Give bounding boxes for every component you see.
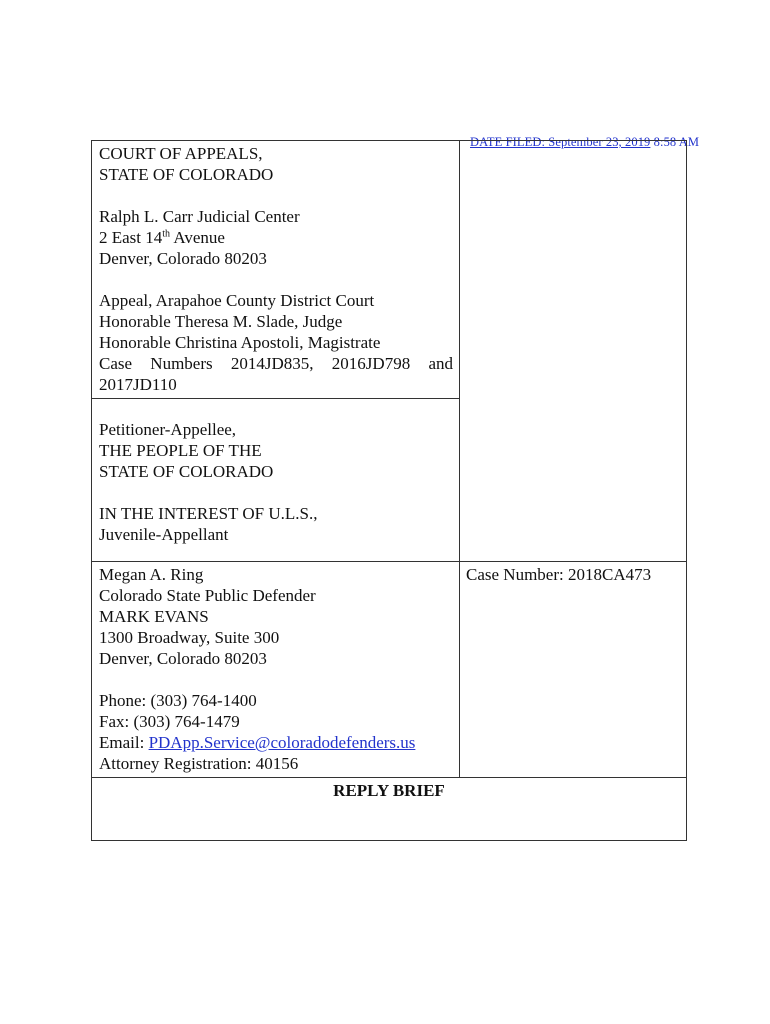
stamp-cell [460, 141, 687, 562]
court-and-appeal-cell [92, 141, 460, 399]
caption-table [91, 140, 687, 841]
parties-cell [92, 399, 460, 562]
attorney-info: Megan A. Ring Colorado State Public Defender MARK EVANS 1300 Broadway, Suite 300 Denver, Colorado 80203 Phone: (303) 764-1400 Fax: (303) 764-1479 Email: PDApp.Service@coloradodefenders.us Attorney Registration: 40156 [99, 564, 453, 774]
date-filed-label: DATE FILED: September 23, 2019 [470, 135, 651, 149]
parties: Petitioner-Appellee, THE PEOPLE OF THE STATE OF COLORADO IN THE INTEREST OF U.L.S., Juvenile-Appellant [99, 420, 318, 544]
case-number-cell [460, 562, 687, 778]
appeal-info: Appeal, Arapahoe County District Court Honorable Theresa M. Slade, Judge Honorable Christina Apostoli, Magistrate Case Numbers 2014JD835, 2016JD798 and 2017JD110 [99, 291, 453, 394]
appeal-case-numbers: Case Numbers 2014JD835, 2016JD798 and [99, 354, 453, 373]
court-address: Ralph L. Carr Judicial Center 2 East 14th Avenue Denver, Colorado 80203 [99, 207, 300, 268]
document-title-cell [92, 778, 687, 841]
date-filed-time: 8:58 AM [653, 135, 700, 149]
case-number: Case Number: 2018CA473 [466, 565, 652, 584]
attorney-phone: Phone: (303) 764-1400 [99, 691, 257, 710]
attorney-fax: Fax: (303) 764-1479 [99, 712, 240, 731]
attorney-email-link[interactable]: PDApp.Service@coloradodefenders.us [148, 733, 416, 752]
attorney-registration: Attorney Registration: 40156 [99, 754, 299, 773]
attorney-cell [92, 562, 460, 778]
document-title: REPLY BRIEF [333, 781, 445, 800]
attorney-email-line: Email: PDApp.Service@coloradodefenders.us [99, 733, 416, 752]
court-name: COURT OF APPEALS, STATE OF COLORADO [99, 144, 274, 184]
